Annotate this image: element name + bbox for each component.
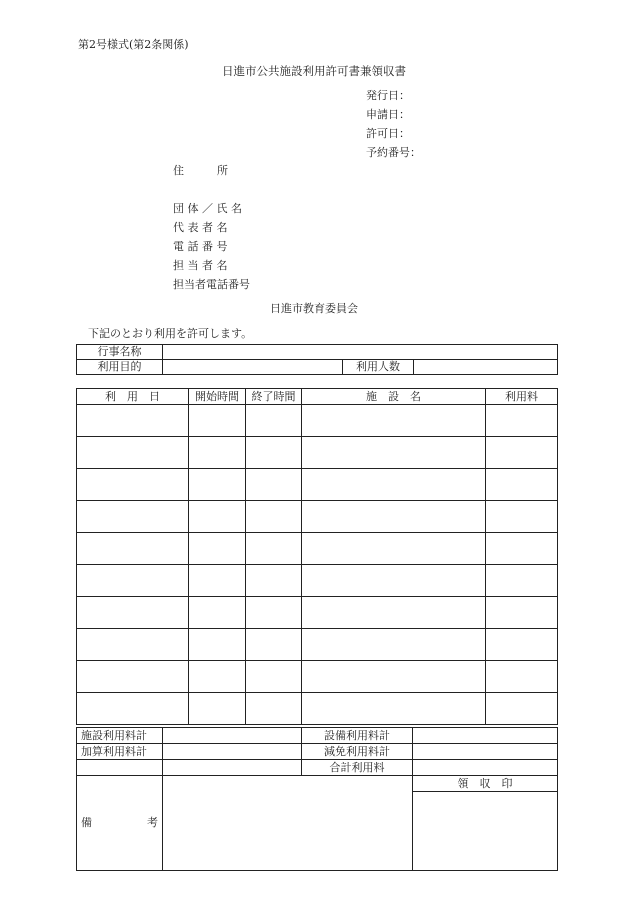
facility-name-cell[interactable]	[302, 597, 486, 629]
facility-name-header: 施 設 名	[302, 389, 486, 405]
fee-cell[interactable]	[486, 501, 558, 533]
representative-label: 代 表 者 名	[173, 221, 228, 234]
start-time-cell[interactable]	[189, 533, 246, 565]
application-date-label: 申請日：	[366, 108, 410, 121]
usage-header-row	[77, 389, 558, 405]
fee-header: 利用料	[486, 389, 558, 405]
purpose-value[interactable]	[163, 360, 343, 375]
usage-date-cell[interactable]	[77, 693, 189, 725]
usage-row	[77, 501, 558, 533]
blank-cell	[163, 760, 302, 776]
reduction-total-value[interactable]	[413, 744, 558, 760]
end-time-cell[interactable]	[246, 565, 302, 597]
blank-cell	[77, 760, 163, 776]
purpose-label: 利用目的	[77, 360, 163, 375]
facility-name-cell[interactable]	[302, 629, 486, 661]
facility-name-cell[interactable]	[302, 437, 486, 469]
usage-row	[77, 405, 558, 437]
start-time-cell[interactable]	[189, 469, 246, 501]
start-time-cell[interactable]	[189, 437, 246, 469]
facility-name-cell[interactable]	[302, 661, 486, 693]
equipment-total-value[interactable]	[413, 728, 558, 744]
permission-date-label: 許可日：	[366, 127, 410, 140]
fee-cell[interactable]	[486, 405, 558, 437]
address-label: 住 所	[173, 164, 228, 177]
grand-total-value[interactable]	[413, 760, 558, 776]
start-time-cell[interactable]	[189, 405, 246, 437]
fee-cell[interactable]	[486, 629, 558, 661]
attendees-label: 利用人数	[343, 360, 414, 375]
usage-row	[77, 629, 558, 661]
fee-cell[interactable]	[486, 469, 558, 501]
start-time-cell[interactable]	[189, 501, 246, 533]
start-time-cell[interactable]	[189, 597, 246, 629]
receipt-stamp-area	[413, 792, 558, 871]
facility-name-cell[interactable]	[302, 565, 486, 597]
facility-name-cell[interactable]	[302, 501, 486, 533]
start-time-cell[interactable]	[189, 565, 246, 597]
usage-date-cell[interactable]	[77, 501, 189, 533]
remarks-label: 備 考	[77, 776, 163, 871]
facility-name-cell[interactable]	[302, 533, 486, 565]
remarks-area[interactable]	[163, 776, 413, 871]
receipt-stamp-label: 領 収 印	[413, 776, 558, 792]
equipment-total-label: 設備利用料計	[302, 728, 413, 744]
end-time-cell[interactable]	[246, 469, 302, 501]
start-time-header: 開始時間	[189, 389, 246, 405]
page-title: 日進市公共施設利用許可書兼領収書	[222, 64, 406, 78]
usage-row	[77, 437, 558, 469]
fee-cell[interactable]	[486, 533, 558, 565]
phone-label: 電 話 番 号	[173, 240, 228, 253]
start-time-cell[interactable]	[189, 629, 246, 661]
fee-cell[interactable]	[486, 661, 558, 693]
start-time-cell[interactable]	[189, 661, 246, 693]
facility-total-label: 施設利用料計	[77, 728, 163, 744]
event-name-value[interactable]	[163, 345, 558, 360]
contact-phone-label: 担当者電話番号	[173, 278, 250, 291]
usage-date-cell[interactable]	[77, 661, 189, 693]
usage-date-cell[interactable]	[77, 469, 189, 501]
fee-cell[interactable]	[486, 437, 558, 469]
reservation-number-label: 予約番号：	[366, 146, 421, 159]
group-name-label: 団 体 ／ 氏 名	[173, 202, 242, 215]
usage-date-cell[interactable]	[77, 565, 189, 597]
permission-text: 下記のとおり利用を許可します。	[88, 327, 253, 340]
usage-date-cell[interactable]	[77, 533, 189, 565]
usage-row	[77, 533, 558, 565]
usage-row	[77, 693, 558, 725]
fee-table	[76, 727, 558, 871]
usage-row	[77, 597, 558, 629]
end-time-cell[interactable]	[246, 405, 302, 437]
reduction-total-label: 減免利用料計	[302, 744, 413, 760]
usage-date-cell[interactable]	[77, 405, 189, 437]
fee-cell[interactable]	[486, 693, 558, 725]
contact-person-label: 担 当 者 名	[173, 259, 228, 272]
end-time-cell[interactable]	[246, 661, 302, 693]
event-table	[76, 344, 558, 375]
start-time-cell[interactable]	[189, 693, 246, 725]
event-name-label: 行事名称	[77, 345, 163, 360]
fee-cell[interactable]	[486, 597, 558, 629]
end-time-cell[interactable]	[246, 533, 302, 565]
usage-date-header: 利 用 日	[77, 389, 189, 405]
facility-name-cell[interactable]	[302, 469, 486, 501]
surcharge-total-label: 加算利用料計	[77, 744, 163, 760]
end-time-cell[interactable]	[246, 437, 302, 469]
end-time-cell[interactable]	[246, 693, 302, 725]
usage-row	[77, 469, 558, 501]
usage-row	[77, 661, 558, 693]
end-time-cell[interactable]	[246, 597, 302, 629]
fee-cell[interactable]	[486, 565, 558, 597]
usage-table	[76, 388, 558, 725]
grand-total-label: 合計利用料	[302, 760, 413, 776]
usage-date-cell[interactable]	[77, 437, 189, 469]
attendees-value[interactable]	[414, 360, 558, 375]
end-time-cell[interactable]	[246, 501, 302, 533]
issue-date-label: 発行日：	[366, 89, 410, 102]
issuer-name: 日進市教育委員会	[270, 302, 358, 315]
facility-name-cell[interactable]	[302, 405, 486, 437]
usage-date-cell[interactable]	[77, 629, 189, 661]
facility-name-cell[interactable]	[302, 693, 486, 725]
end-time-header: 終了時間	[246, 389, 302, 405]
facility-total-value[interactable]	[163, 728, 302, 744]
usage-date-cell[interactable]	[77, 597, 189, 629]
surcharge-total-value[interactable]	[163, 744, 302, 760]
end-time-cell[interactable]	[246, 629, 302, 661]
form-number: 第2号様式(第2条関係)	[78, 38, 189, 51]
usage-row	[77, 565, 558, 597]
